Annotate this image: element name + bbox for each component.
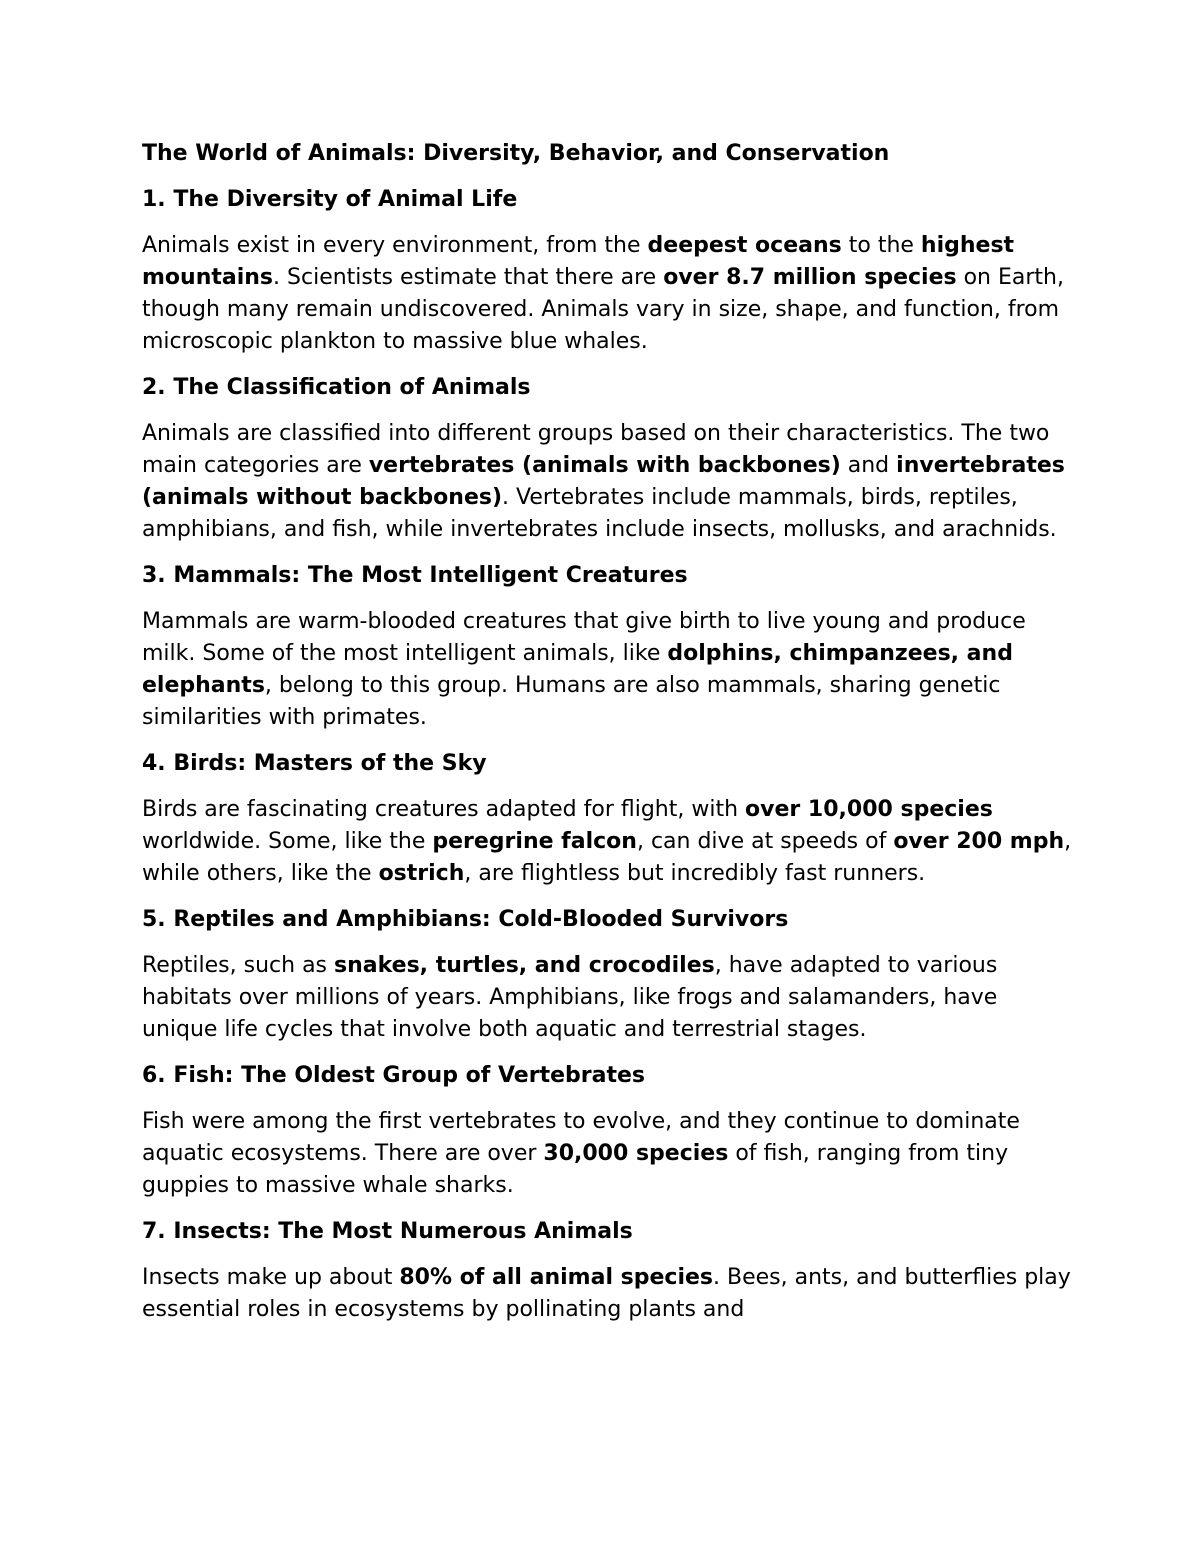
text-run: Birds are fascinating creatures adapted for flight, with xyxy=(142,797,746,822)
section-heading: 3. Mammals: The Most Intelligent Creatures xyxy=(142,563,688,588)
bold-text: vertebrates (animals with backbones) xyxy=(368,453,841,478)
bold-text: highest mountains xyxy=(142,233,1015,290)
bold-text: peregrine falcon xyxy=(432,829,637,854)
section-paragraph xyxy=(142,606,1072,734)
section-paragraph xyxy=(142,950,1072,1046)
bold-text: snakes, turtles, and crocodiles xyxy=(334,953,715,978)
section-heading: 7. Insects: The Most Numerous Animals xyxy=(142,1219,633,1244)
document-title: The World of Animals: Diversity, Behavior, and Conservation xyxy=(142,141,890,166)
text-run: , have adapted to various habitats over millions of years. Amphibians, like frogs and salamanders, have unique life cycles that involve both aquatic and terrestrial stages. xyxy=(142,953,998,1042)
text-run: of fish, ranging from tiny guppies to massive whale sharks. xyxy=(142,1141,1009,1198)
text-run: and xyxy=(840,453,897,478)
text-run: to the xyxy=(841,233,921,258)
text-run: , belong to this group. Humans are also mammals, sharing genetic similarities with primates. xyxy=(142,673,1001,730)
text-run: . Scientists estimate that there are xyxy=(273,265,664,290)
section-heading: 5. Reptiles and Amphibians: Cold-Blooded Survivors xyxy=(142,907,789,932)
bold-text: 30,000 species xyxy=(543,1141,729,1166)
bold-text: over 200 mph xyxy=(893,829,1065,854)
text-run: Animals exist in every environment, from the xyxy=(142,233,648,258)
bold-text: dolphins, chimpanzees, and elephants xyxy=(142,641,1013,698)
text-run: Fish were among the first vertebrates to evolve, and they continue to dominate aquatic ecosystems. There are over xyxy=(142,1109,1020,1166)
section-paragraph xyxy=(142,418,1072,546)
section-heading: 6. Fish: The Oldest Group of Vertebrates xyxy=(142,1063,645,1088)
text-run: on Earth, though many remain undiscovered. Animals vary in size, shape, and function, from microscopic plankton to massive blue whales. xyxy=(142,265,1064,354)
text-run: . Vertebrates include mammals, birds, reptiles, amphibians, and fish, while invertebrates include insects, mollusks, and arachnids. xyxy=(142,485,1057,542)
text-run: Animals are classified into different groups based on their characteristics. The two main categories are xyxy=(142,421,1050,478)
text-run: , are flightless but incredibly fast runners. xyxy=(464,861,926,886)
bold-text: over 8.7 million species xyxy=(663,265,957,290)
text-run: Reptiles, such as xyxy=(142,953,335,978)
section-heading: 1. The Diversity of Animal Life xyxy=(142,187,518,212)
document-body xyxy=(142,184,1072,1326)
bold-text: over 10,000 species xyxy=(745,797,993,822)
section-paragraph xyxy=(142,1106,1072,1202)
section-paragraph xyxy=(142,1262,1072,1326)
bold-text: 80% of all animal species xyxy=(399,1265,714,1290)
text-run: . Bees, ants, and butterflies play essential roles in ecosystems by pollinating plants and xyxy=(142,1265,1071,1322)
bold-text: invertebrates (animals without backbones) xyxy=(142,453,1065,510)
section-paragraph xyxy=(142,230,1072,358)
bold-text: ostrich xyxy=(378,861,465,886)
text-run: worldwide. Some, like the xyxy=(142,829,433,854)
section-paragraph xyxy=(142,794,1072,890)
section-heading: 2. The Classification of Animals xyxy=(142,375,531,400)
text-run: Mammals are warm-blooded creatures that give birth to live young and produce milk. Some of the most intelligent animals, like xyxy=(142,609,1026,666)
text-run: , can dive at speeds of xyxy=(636,829,894,854)
section-heading: 4. Birds: Masters of the Sky xyxy=(142,751,487,776)
document-page xyxy=(142,138,1072,1340)
text-run: , while others, like the xyxy=(142,829,1072,886)
text-run: Insects make up about xyxy=(142,1265,400,1290)
bold-text: deepest oceans xyxy=(647,233,842,258)
